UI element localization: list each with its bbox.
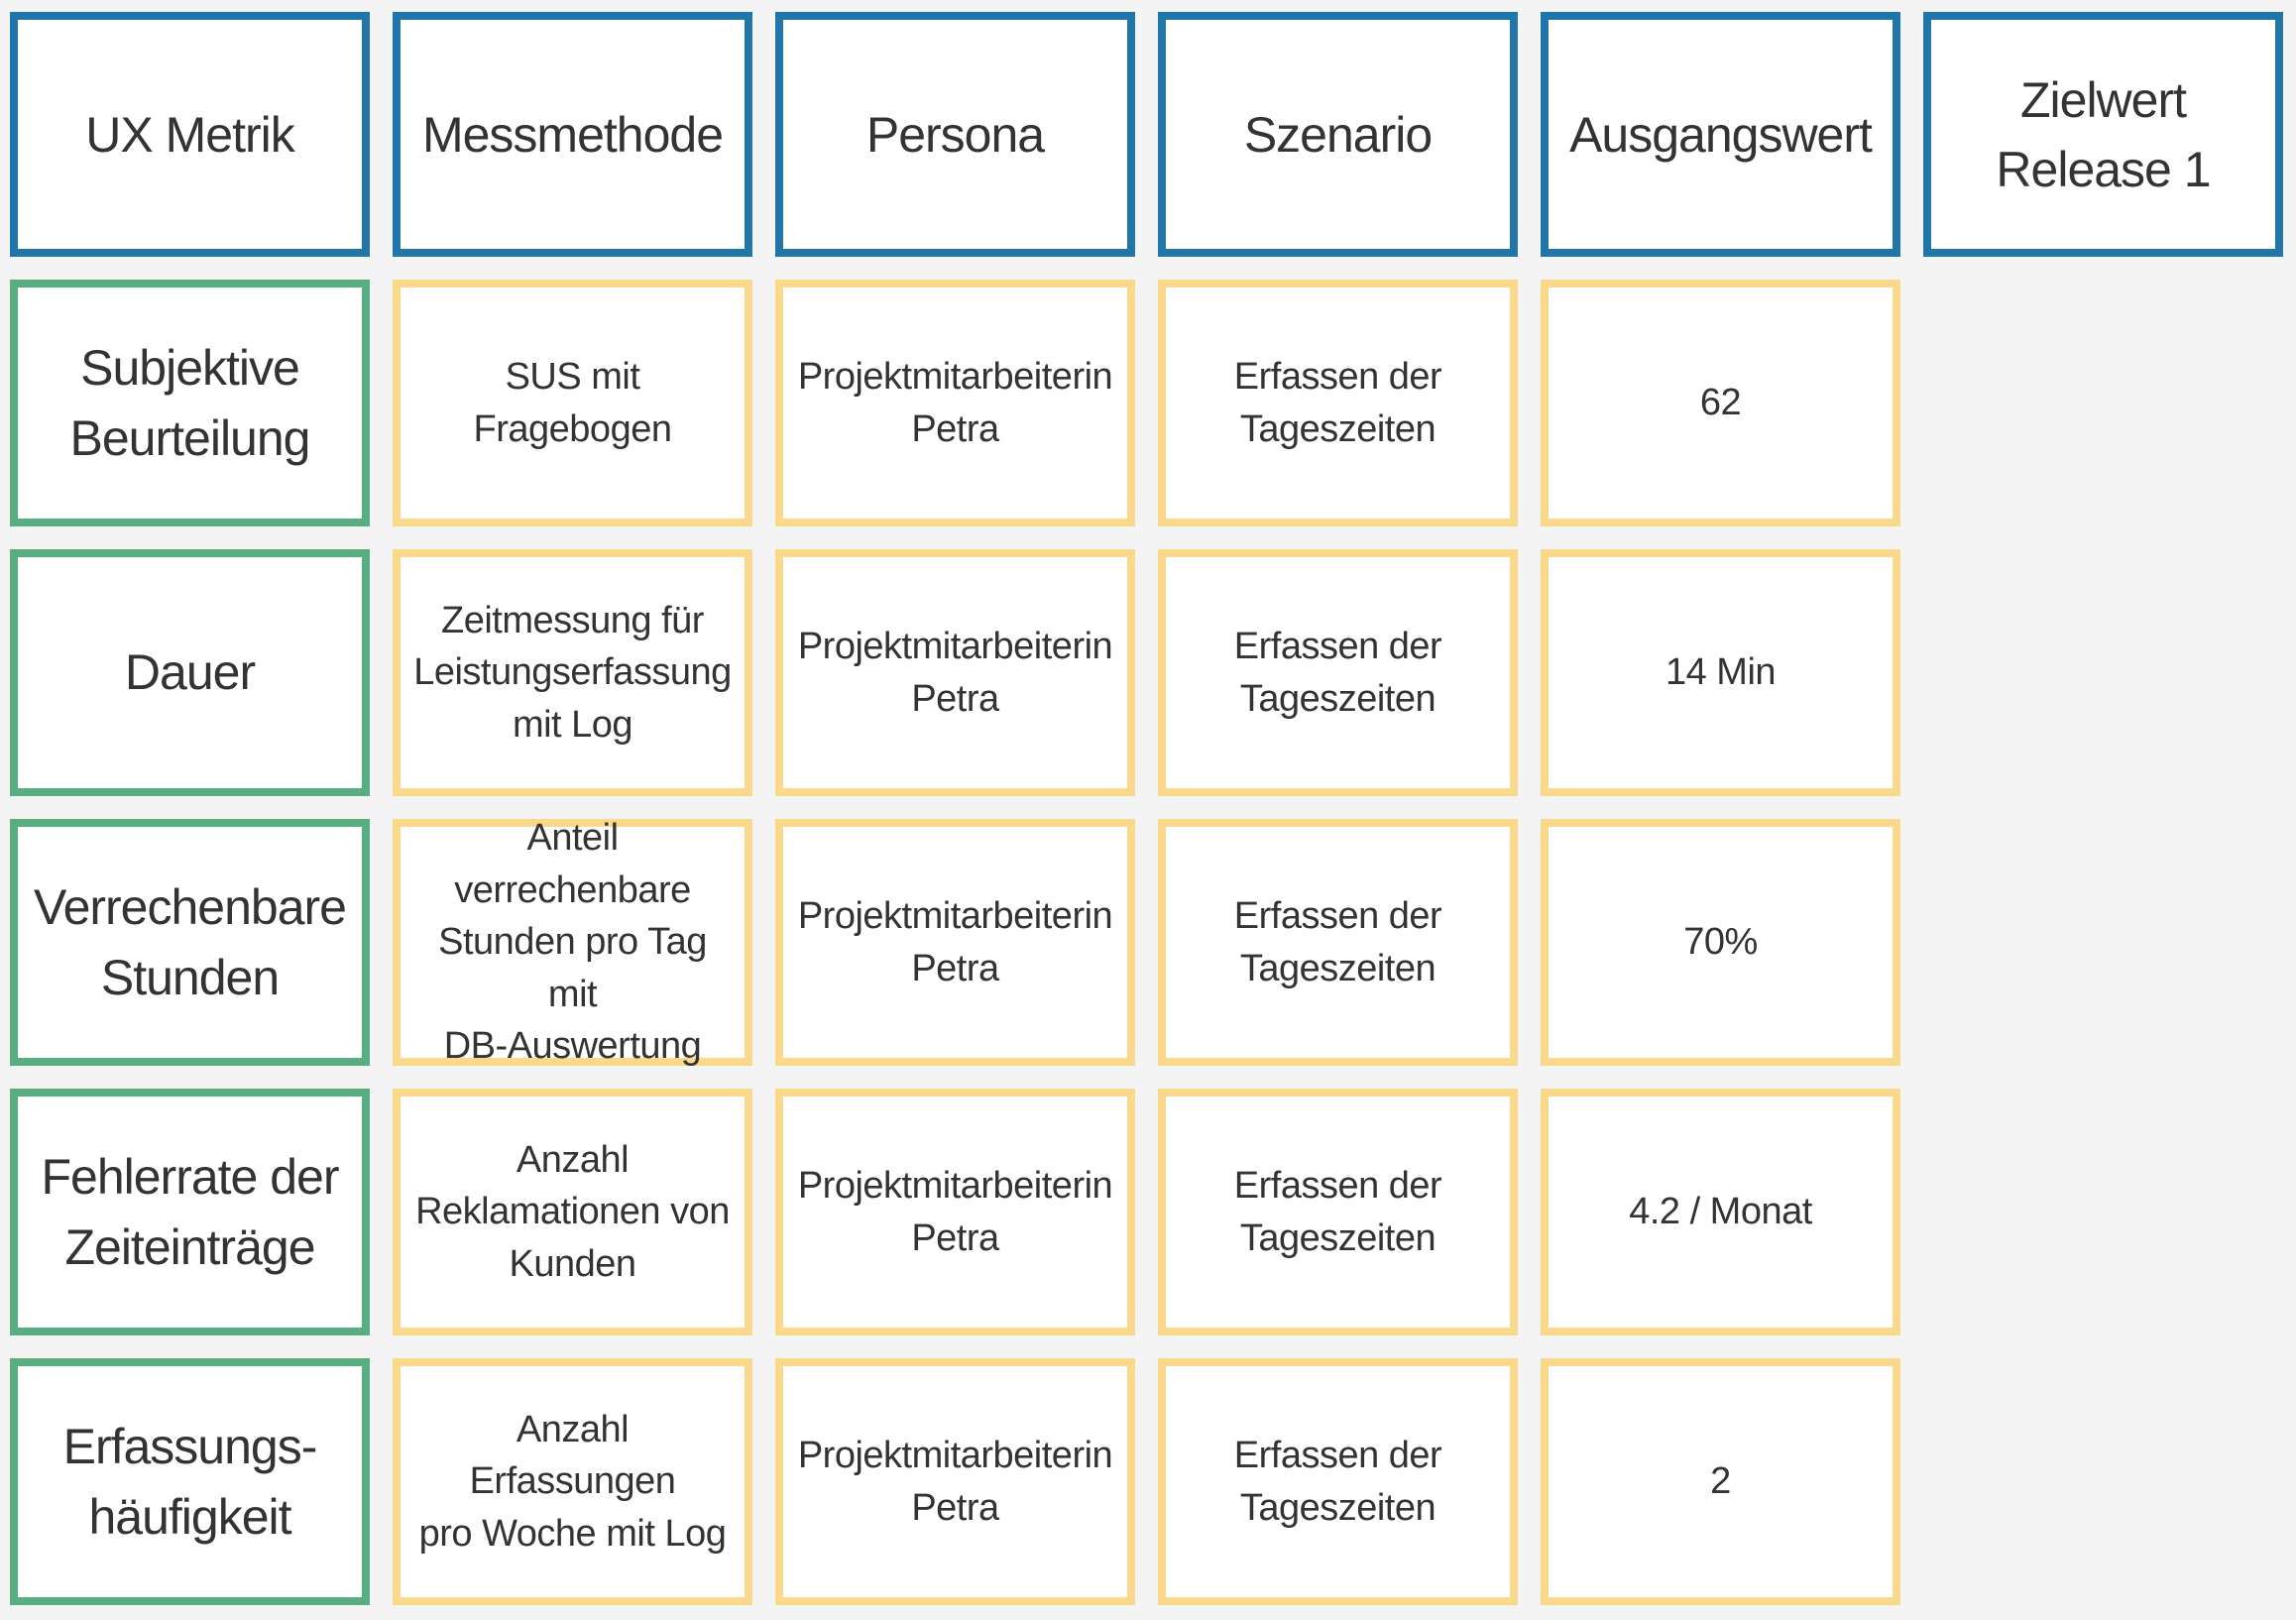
method-text: Anteil verrechenbare Stunden pro Tag mit DB-Auswertung [438,817,707,1068]
method-text: SUS mit Fragebogen [473,356,672,450]
method-cell [393,1358,752,1605]
method-text: Zeitmessung für Leistungserfassung mit Log [413,599,732,746]
persona-cell [775,549,1135,796]
header-ux-metrik [10,12,370,257]
method-text: Anzahl Erfassungen pro Woche mit Log [418,1408,727,1555]
ux-metrics-table [10,12,2283,1605]
persona-cell [775,280,1135,526]
header-ausgangswert [1541,12,1900,257]
metric-cell [10,280,370,526]
persona-text: Projektmitarbeiterin Petra [797,626,1113,720]
metric-label: Fehlerrate der Zeiteinträge [41,1148,339,1275]
baseline-value: 2 [1710,1460,1731,1503]
baseline-cell [1541,819,1900,1066]
scenario-text: Erfassen der Tageszeiten [1233,1165,1442,1259]
scenario-cell [1158,1089,1518,1335]
method-cell [393,549,752,796]
header-label: Szenario [1243,106,1433,163]
method-text: Anzahl Reklamationen von Kunden [415,1138,730,1285]
target-cell-empty [1923,819,2283,1066]
header-label: UX Metrik [85,106,294,163]
persona-text: Projektmitarbeiterin Petra [797,1435,1113,1529]
header-label: Ausgangswert [1569,106,1872,163]
metric-label: Erfassungs- häufigkeit [62,1418,317,1545]
metric-cell [10,1358,370,1605]
baseline-value: 62 [1699,382,1742,424]
header-label: Zielwert Release 1 [1996,71,2211,197]
persona-cell [775,1358,1135,1605]
baseline-cell [1541,280,1900,526]
header-szenario [1158,12,1518,257]
baseline-cell [1541,1358,1900,1605]
persona-cell [775,819,1135,1066]
baseline-cell [1541,549,1900,796]
scenario-text: Erfassen der Tageszeiten [1233,356,1442,450]
header-zielwert [1923,12,2283,257]
metric-label: Dauer [124,644,256,700]
baseline-cell [1541,1089,1900,1335]
persona-text: Projektmitarbeiterin Petra [797,1165,1113,1259]
scenario-cell [1158,819,1518,1066]
baseline-value: 14 Min [1665,651,1777,694]
header-label: Messmethode [421,106,724,163]
scenario-cell [1158,1358,1518,1605]
metric-label: Subjektive Beurteilung [69,339,310,466]
baseline-value: 4.2 / Monat [1629,1191,1812,1233]
metric-cell [10,1089,370,1335]
target-cell-empty [1923,280,2283,526]
persona-text: Projektmitarbeiterin Petra [797,895,1113,989]
scenario-cell [1158,280,1518,526]
metric-cell [10,819,370,1066]
persona-text: Projektmitarbeiterin Petra [797,356,1113,450]
target-cell-empty [1923,1358,2283,1605]
method-cell [393,819,752,1066]
scenario-text: Erfassen der Tageszeiten [1233,895,1442,989]
metric-label: Verrechenbare Stunden [33,878,346,1005]
method-cell [393,280,752,526]
baseline-value: 70% [1683,921,1758,964]
metric-cell [10,549,370,796]
scenario-text: Erfassen der Tageszeiten [1233,1435,1442,1529]
scenario-text: Erfassen der Tageszeiten [1233,626,1442,720]
scenario-cell [1158,549,1518,796]
target-cell-empty [1923,1089,2283,1335]
target-cell-empty [1923,549,2283,796]
method-cell [393,1089,752,1335]
persona-cell [775,1089,1135,1335]
header-label: Persona [865,106,1045,163]
header-messmethode [393,12,752,257]
header-persona [775,12,1135,257]
